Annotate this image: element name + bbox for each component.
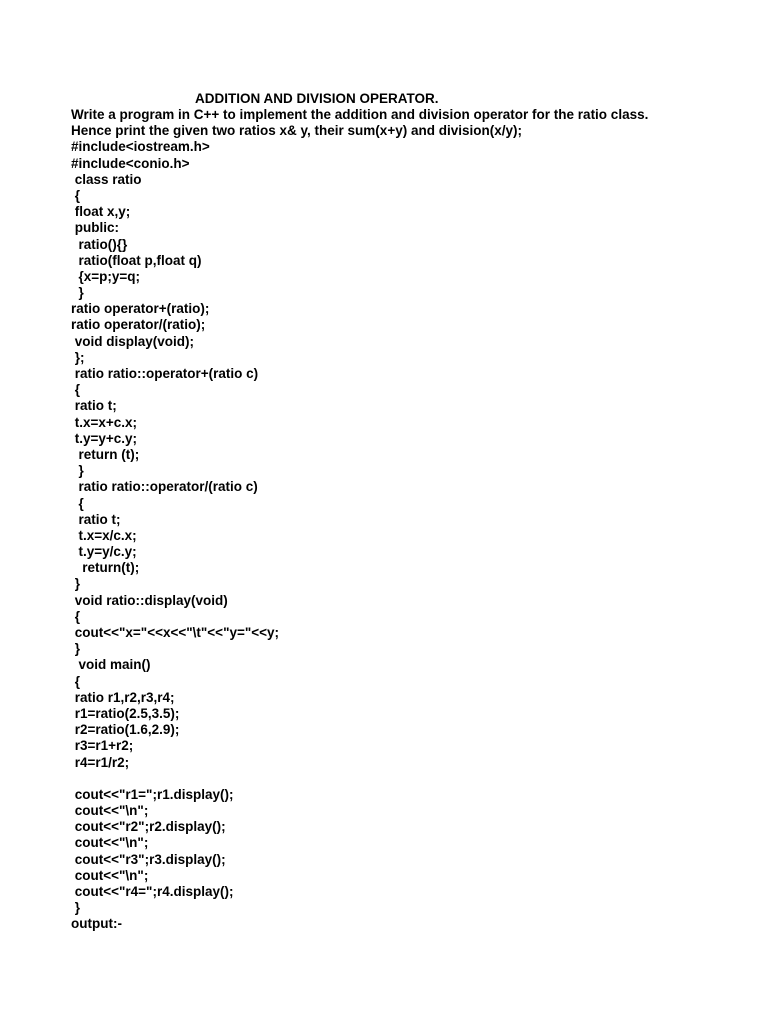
code-line: {: [71, 382, 81, 398]
code-line: {: [71, 495, 84, 511]
code-line: float x,y;: [71, 204, 131, 220]
code-line: }: [71, 463, 84, 479]
code-line: cout<<"r1=";r1.display();: [71, 786, 234, 802]
code-line: return (t);: [71, 446, 140, 462]
code-line: r4=r1/r2;: [71, 754, 130, 770]
code-line: Write a program in C++ to implement the addition and division operator for the ratio class.: [71, 107, 649, 122]
code-line: cout<<"x="<<x<<"\t"<<"y="<<y;: [71, 625, 280, 640]
code-line: void ratio::display(void): [71, 592, 228, 608]
code-line: Hence print the given two ratios x& y, their sum(x+y) and division(x/y);: [71, 123, 522, 139]
code-line: ratio t;: [71, 398, 117, 414]
code-line: class ratio: [71, 171, 142, 187]
document-title: ADDITION AND DIVISION OPERATOR.: [195, 91, 439, 106]
code-line: cout<<"\n";: [71, 803, 149, 819]
code-line: ratio(float p,float q): [71, 252, 202, 268]
code-line: };: [71, 349, 85, 365]
code-line: [71, 771, 648, 787]
code-line: cout<<"\n";: [71, 835, 149, 851]
code-line: }: [71, 900, 81, 916]
code-line: return(t);: [71, 560, 140, 576]
code-line: cout<<"\n";: [71, 867, 149, 883]
code-line: cout<<"r2";r2.display();: [71, 819, 226, 835]
code-line: }: [71, 285, 84, 301]
code-line: t.y=y/c.y;: [71, 544, 137, 560]
code-line: {: [71, 673, 81, 689]
code-line: public:: [71, 220, 119, 236]
code-line: {: [71, 187, 81, 203]
code-line: ratio r1,r2,r3,r4;: [71, 689, 175, 705]
code-line: cout<<"r3";r3.display();: [71, 851, 226, 867]
code-line: t.x=x+c.x;: [71, 414, 138, 430]
code-line: void display(void);: [71, 333, 195, 349]
code-line: #include<conio.h>: [71, 155, 190, 171]
code-line: r1=ratio(2.5,3.5);: [71, 705, 180, 721]
code-line: ratio t;: [71, 511, 121, 527]
code-line: {: [71, 608, 81, 624]
code-line: ratio operator/(ratio);: [71, 317, 206, 333]
code-line: ratio(){}: [71, 236, 128, 252]
code-line: ratio ratio::operator/(ratio c): [71, 479, 258, 495]
code-line: }: [71, 576, 81, 592]
code-line: cout<<"r4=";r4.display();: [71, 884, 234, 899]
code-line: output:-: [71, 916, 122, 932]
code-line: ratio operator+(ratio);: [71, 301, 210, 317]
code-line: {x=p;y=q;: [71, 268, 141, 284]
code-line: t.y=y+c.y;: [71, 430, 138, 446]
code-line: }: [71, 641, 81, 657]
code-line: t.x=x/c.x;: [71, 527, 137, 543]
code-line: void main(): [71, 657, 151, 673]
document-body: [71, 107, 648, 933]
code-line: r3=r1+r2;: [71, 738, 134, 754]
code-line: #include<iostream.h>: [71, 139, 210, 155]
code-line: ratio ratio::operator+(ratio c): [71, 366, 259, 381]
code-line: r2=ratio(1.6,2.9);: [71, 722, 180, 738]
